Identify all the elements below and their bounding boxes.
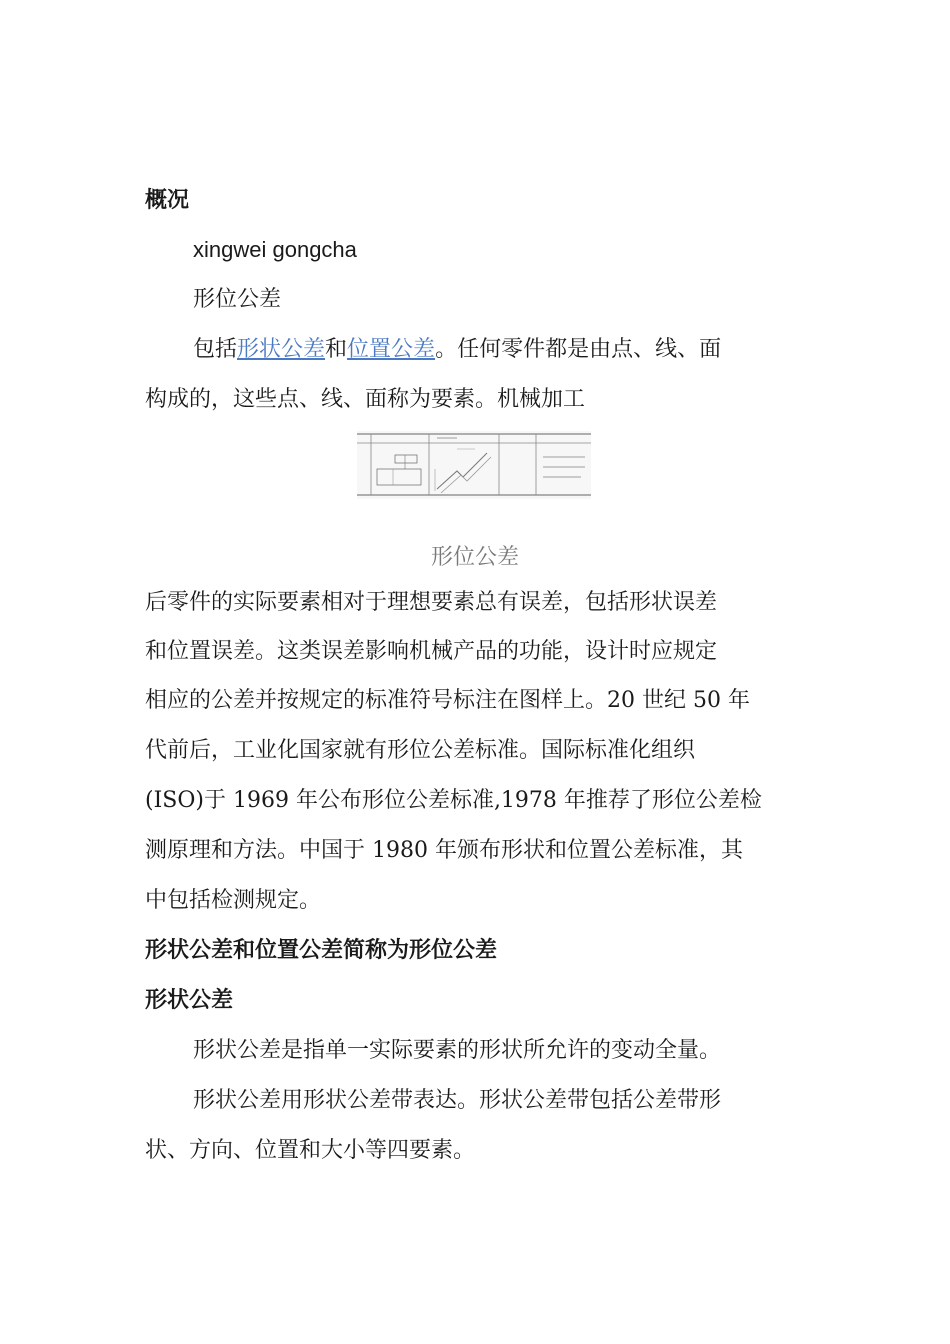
heading-shape-tolerance: 形状公差 xyxy=(145,988,234,1013)
tolerance-table-figure xyxy=(357,431,591,499)
heading-overview: 概况 xyxy=(145,188,190,213)
body-line: 代前后，工业化国家就有形位公差标准。国际标准化组织 xyxy=(145,738,696,763)
pinyin-line: xingwei gongcha xyxy=(193,237,357,262)
body-line: 和位置误差。这类误差影响机械产品的功能，设计时应规定 xyxy=(145,639,718,664)
body-line: (ISO)于 1969 年公布形位公差标准,1978 年推荐了形位公差检 xyxy=(145,788,762,813)
intro-prefix: 包括 xyxy=(193,337,238,362)
intro-suffix: 。任何零件都是由点、线、面 xyxy=(435,337,722,362)
figure-caption: 形位公差 xyxy=(430,545,519,570)
intro-mid: 和 xyxy=(325,337,348,362)
heading-shape-position: 形状公差和位置公差简称为形位公差 xyxy=(145,938,498,963)
body-line: 后零件的实际要素相对于理想要素总有误差，包括形状误差 xyxy=(145,590,718,615)
paragraph-zone-line-2: 状、方向、位置和大小等四要素。 xyxy=(145,1138,476,1163)
paragraph-zone-line-1: 形状公差用形状公差带表达。形状公差带包括公差带形 xyxy=(193,1088,722,1113)
position-tolerance-link[interactable]: 位置公差 xyxy=(347,337,436,362)
body-line: 中包括检测规定。 xyxy=(145,888,322,913)
paragraph-definition: 形状公差是指单一实际要素的形状所允许的变动全量。 xyxy=(193,1038,722,1063)
title-line: 形位公差 xyxy=(193,287,282,312)
intro-line-2: 构成的，这些点、线、面称为要素。机械加工 xyxy=(145,387,586,412)
body-line: 测原理和方法。中国于 1980 年颁布形状和位置公差标准，其 xyxy=(145,838,743,863)
intro-line-1 xyxy=(193,335,721,365)
shape-tolerance-link[interactable]: 形状公差 xyxy=(237,337,326,362)
body-line: 相应的公差并按规定的标准符号标注在图样上。20 世纪 50 年 xyxy=(145,688,750,713)
